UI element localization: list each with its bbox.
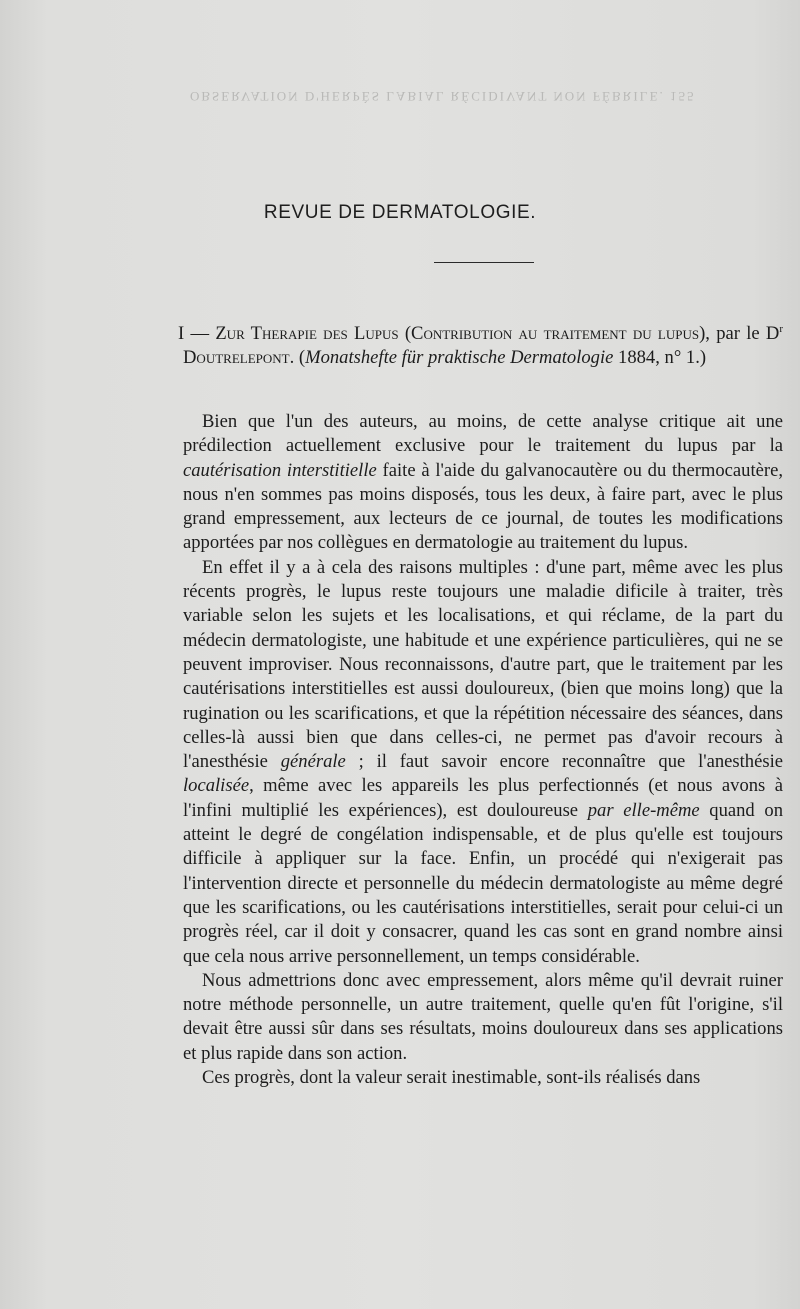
p1-text-a: Bien que l'un des auteurs, au moins, de cette analyse critique ait une prédilection actuellement exclusive pour le traitement du lupus par la — [183, 411, 783, 457]
article-title: Zur Therapie des Lupus (Contribution au traitement du lupus) — [215, 323, 706, 344]
p4-text-a: Ces progrès, dont la valeur serait inestimable, sont-ils réalisés dans — [202, 1067, 701, 1089]
p2-text-a: En effet il y a à cela des raisons multiples : d'une part, même avec les plus récents progrès, le lupus reste toujours une maladie dificile à traiter, très variable selon les sujets et les localisations, et qui réclame, de la part du médecin dermatologiste, une habitude et une expérience particulières, qui ne se peuvent improviser. Nous reconnaissons, d'autre part, que le traitement par les cautérisations interstitielles est aussi douloureux, (bien que moins long) que la rugination ou les scarifications, et que la répétition nécessaire des séances, dans celles-là aussi bien que dans celles-ci, ne permet pas d'avoir recours à l'anesthésie — [183, 556, 783, 773]
paragraph-2 — [183, 556, 783, 969]
p2-emphasis-2: localisée — [183, 775, 250, 797]
article-title-sep: , par le — [705, 323, 766, 344]
p2-text-c: , même avec les appareils les plus perfectionnés (et nous avons à l'infini multiplié les expériences), est douloureuse — [183, 775, 783, 821]
p1-emphasis-1: cautérisation interstitielle — [183, 459, 377, 481]
bleed-through-header: OBSERVATION D'HERPÈS LABIAL RÉCIDIVANT NON FÉBRILE. 155 — [190, 89, 696, 104]
paragraph-4 — [183, 1066, 783, 1090]
p2-text-d: quand on atteint le degré de congélation indispensable, et de plus qu'elle est toujours difficile à appliquer sur la face. Enfin, un procédé qui n'exigerait pas l'intervention directe et personnelle du médecin dermatologiste au même degré que les scarifications, ou les cautérisations interstitielles, serait pour celui-ci un progrès réel, car il doit y consacrer, quand les cas sont en grand nombre ainsi que cela nous arrive personnellement, un temps considérable. — [183, 799, 783, 967]
paragraph-1 — [183, 410, 783, 556]
article-reference — [178, 322, 784, 371]
p2-emphasis-1: générale — [280, 751, 346, 773]
doctor-abbrev: D — [765, 323, 780, 344]
doctor-abbrev-sup: r — [779, 322, 784, 335]
p2-emphasis-3: par elle-même — [587, 799, 700, 821]
author-sep: . ( — [289, 347, 306, 369]
journal-name: Monatshefte für praktische Dermatologie — [305, 347, 614, 369]
journal-details: 1884, n° 1.) — [613, 347, 707, 369]
article-body — [183, 410, 783, 1090]
article-number: I — [178, 323, 185, 344]
p3-text-a: Nous admettrions donc avec empressement, alors même qu'il devrait ruiner notre méthode personnelle, un autre traitement, quelle qu'en fût l'origine, s'il devait être aussi sûr dans ses résultats, moins douloureux dans ses applications et plus rapide dans son action. — [183, 969, 783, 1064]
paragraph-3 — [183, 969, 783, 1066]
section-title: REVUE DE DERMATOLOGIE. — [263, 202, 537, 223]
article-dash: — — [184, 323, 216, 344]
article-author: Doutrelepont — [183, 347, 290, 369]
title-divider — [434, 262, 534, 263]
reference-line — [178, 322, 784, 371]
p2-text-b: ; il faut savoir encore reconnaître que l'anesthésie — [345, 751, 783, 773]
p1-text-b: faite à l'aide du galvanocautère ou du thermocautère, nous n'en sommes pas moins disposés, tous les deux, à faire part, avec le plus grand empressement, aux lecteurs de ce journal, de toutes les modifications apportées par nos collègues en dermatologie au traitement du lupus. — [183, 459, 783, 554]
